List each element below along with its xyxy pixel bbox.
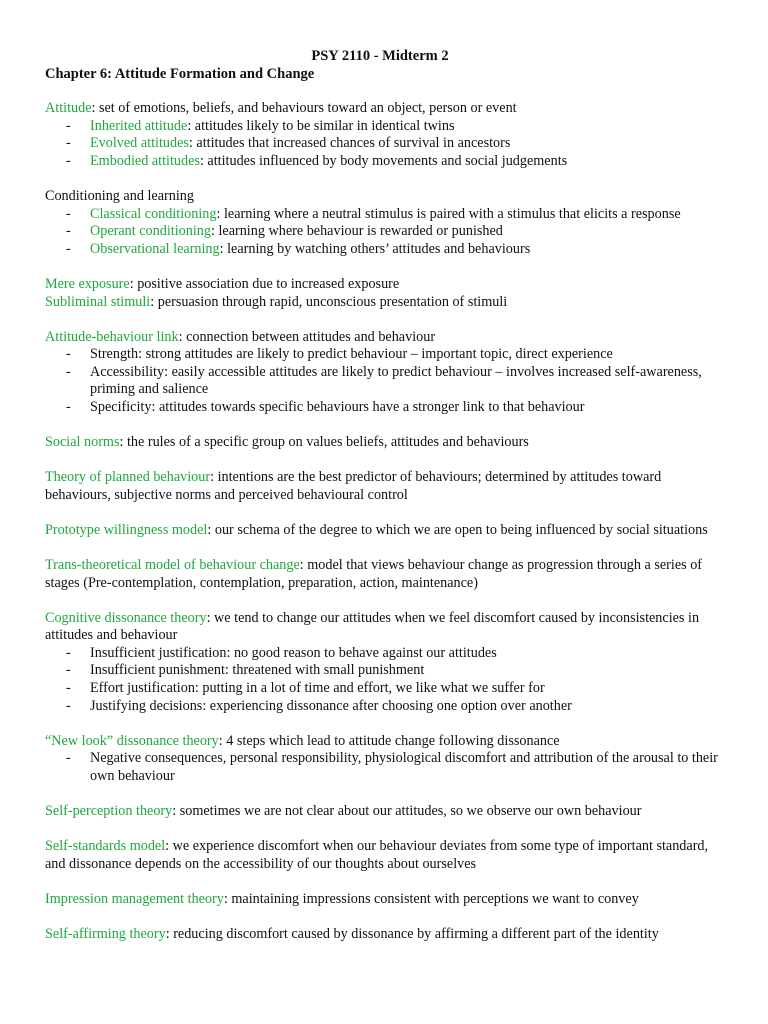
bullet-list (45, 346, 725, 416)
term: Attitude-behaviour link (45, 328, 179, 345)
list-item (45, 399, 725, 417)
definition: : model that views behaviour change as progression through a series of stages (Pre-contemplation, contemplation, preparation, action, maintenance) (45, 556, 703, 591)
definition: : attitudes influenced by body movements and social judgements (199, 152, 568, 169)
conditioning-section (45, 188, 725, 258)
dash-bullet: - (66, 363, 71, 380)
definition: : intentions are the best predictor of behaviours; determined by attitudes toward behaviours, subjective norms and perceived behavioural control (45, 469, 662, 503)
list-item (45, 346, 725, 364)
bullet-text: Accessibility: easily accessible attitudes are likely to predict behaviour – involves increased self-awareness, priming and salience (90, 363, 702, 398)
bullet-text: Insufficient justification: no good reason to behave against our attitudes (90, 644, 497, 661)
document-title: PSY 2110 - Midterm 2 (311, 48, 449, 64)
dash-bullet: - (66, 697, 71, 714)
definition: : positive association due to increased exposure (129, 275, 400, 292)
term: Embodied attitudes (90, 152, 200, 169)
norms-section (45, 434, 725, 452)
definition-line (45, 610, 725, 645)
list-item (45, 698, 725, 716)
definition: : we experience discomfort when our behaviour deviates from some type of important standard, and dissonance depends on the accessibility of our thoughts about ourselves (45, 838, 709, 872)
definition: : persuasion through rapid, unconscious presentation of stimuli (150, 293, 508, 310)
chapter-heading: Chapter 6: Attitude Formation and Change (45, 65, 315, 82)
definition: : 4 steps which lead to attitude change following dissonance (218, 732, 560, 749)
new-look-section (45, 733, 725, 786)
list-item (45, 223, 725, 241)
definition: : connection between attitudes and behaviour (178, 328, 436, 345)
definition-line (45, 838, 725, 873)
term: Prototype willingness model (45, 521, 208, 538)
definition: : attitudes likely to be similar in identical twins (187, 117, 455, 134)
term: Operant conditioning (90, 223, 211, 240)
term: Inherited attitude (90, 117, 188, 134)
exposure-section (45, 276, 725, 311)
term: Social norms (45, 434, 120, 451)
bullet-list (45, 750, 725, 785)
planned-behaviour-section (45, 469, 725, 504)
list-item (45, 153, 725, 171)
list-item (45, 364, 725, 399)
link-section (45, 329, 725, 417)
bullet-list (45, 206, 725, 259)
self-affirming-section (45, 926, 725, 944)
impression-section (45, 891, 725, 909)
term: Cognitive dissonance theory (45, 609, 207, 626)
definition: : learning where behaviour is rewarded or punished (210, 223, 503, 240)
definition: : attitudes that increased chances of survival in ancestors (188, 135, 511, 152)
bullet-list (45, 118, 725, 171)
definition-line (45, 891, 725, 909)
term: Observational learning (90, 240, 220, 257)
dash-bullet: - (66, 399, 71, 415)
term: Attitude (45, 100, 92, 117)
definition: : set of emotions, beliefs, and behaviours toward an object, person or event (91, 100, 517, 117)
term: Classical conditioning (90, 205, 217, 222)
definition-line (45, 434, 725, 452)
list-item (45, 645, 725, 663)
definition: : we tend to change our attitudes when we feel discomfort caused by inconsistencies in attitudes and behaviour (45, 609, 700, 644)
bullet-list (45, 645, 725, 715)
dash-bullet: - (66, 152, 71, 169)
term: Subliminal stimuli (45, 293, 151, 310)
transtheoretical-section (45, 557, 725, 592)
bullet-text: Insufficient punishment: threatened with small punishment (90, 662, 425, 679)
dissonance-section (45, 610, 725, 716)
definition-line (45, 926, 725, 944)
bullet-text: Negative consequences, personal responsibility, physiological discomfort and attribution of the arousal to their own behaviour (90, 750, 718, 784)
dash-bullet: - (66, 644, 71, 661)
term: Theory of planned behaviour (45, 469, 211, 486)
bullet-text: Strength: strong attitudes are likely to predict behaviour – important topic, direct experience (90, 346, 613, 363)
dash-bullet: - (66, 750, 71, 767)
dash-bullet: - (66, 223, 71, 240)
list-item (45, 118, 725, 136)
dash-bullet: - (66, 135, 71, 152)
self-perception-section (45, 803, 725, 821)
term: “New look” dissonance theory (45, 732, 219, 749)
term: Mere exposure (45, 275, 130, 292)
section-heading: Conditioning and learning (45, 188, 194, 205)
bullet-text: Effort justification: putting in a lot of time and effort, we like what we suffer for (90, 680, 545, 697)
list-item (45, 241, 725, 259)
definition-line (45, 733, 725, 751)
term: Trans-theoretical model of behaviour change (45, 556, 300, 573)
definition-line (45, 100, 725, 118)
dash-bullet: - (66, 346, 71, 363)
definition-line (45, 803, 725, 821)
dash-bullet: - (66, 117, 71, 134)
dash-bullet: - (66, 680, 71, 697)
bullet-text: Justifying decisions: experiencing dissonance after choosing one option over another (90, 697, 572, 714)
definition: : learning by watching others’ attitudes and behaviours (219, 240, 531, 257)
definition-line (45, 276, 725, 294)
definition: : our schema of the degree to which we are open to being influenced by social situations (207, 521, 708, 538)
bullet-text: Specificity: attitudes towards specific behaviours have a stronger link to that behaviour (90, 399, 585, 415)
list-item (45, 206, 725, 224)
definition-line (45, 294, 725, 312)
definition: : maintaining impressions consistent with perceptions we want to convey (223, 890, 639, 907)
definition-line (45, 329, 725, 347)
term: Impression management theory (45, 890, 224, 907)
list-item (45, 135, 725, 153)
definition: : sometimes we are not clear about our attitudes, so we observe our own behaviour (172, 803, 642, 819)
dash-bullet: - (66, 662, 71, 679)
definition: : reducing discomfort caused by dissonance by affirming a different part of the identity (165, 925, 659, 942)
list-item (45, 662, 725, 680)
term: Evolved attitudes (90, 135, 189, 152)
attitude-section (45, 100, 725, 170)
list-item (45, 750, 725, 785)
definition: : the rules of a specific group on values beliefs, attitudes and behaviours (119, 434, 529, 451)
definition: : learning where a neutral stimulus is paired with a stimulus that elicits a response (216, 205, 681, 222)
dash-bullet: - (66, 240, 71, 257)
definition-line (45, 557, 725, 592)
prototype-section (45, 522, 725, 540)
term: Self-standards model (45, 838, 166, 855)
document-page (45, 48, 725, 961)
self-standards-section (45, 838, 725, 873)
list-item (45, 680, 725, 698)
term: Self-affirming theory (45, 925, 166, 942)
term: Self-perception theory (45, 803, 173, 819)
definition-line (45, 522, 725, 540)
dash-bullet: - (66, 205, 71, 222)
definition-line (45, 469, 725, 504)
